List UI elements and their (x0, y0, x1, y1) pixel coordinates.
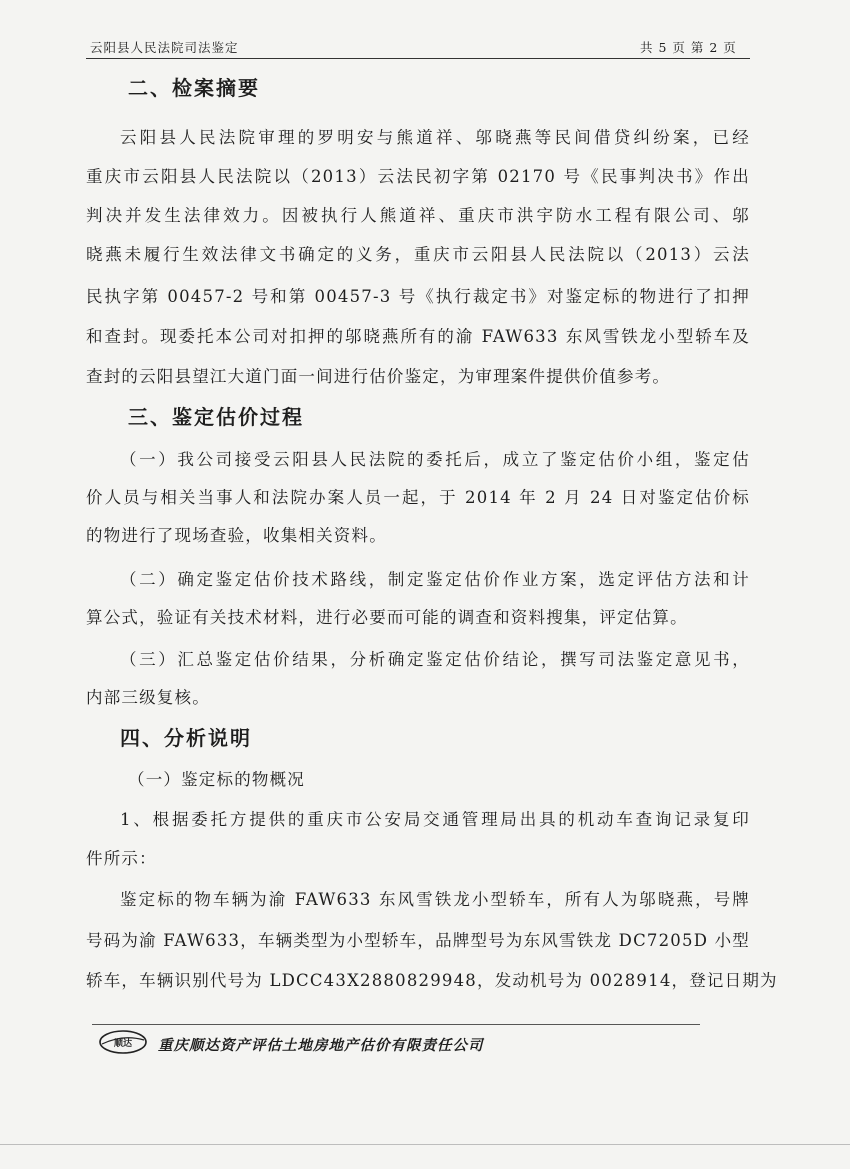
header-left: 云阳县人民法院司法鉴定 (90, 40, 239, 55)
footer-company-name: 重庆顺达资产评估土地房地产估价有限责任公司 (158, 1037, 484, 1054)
header-rule (86, 58, 750, 59)
paragraph-line: 云阳县人民法院审理的罗明安与熊道祥、邬晓燕等民间借贷纠纷案，已经 (120, 128, 750, 147)
paragraph-line: （三）汇总鉴定估价结果，分析确定鉴定估价结论，撰写司法鉴定意见书， (120, 650, 750, 669)
paragraph-line: 判决并发生法律效力。因被执行人熊道祥、重庆市洪宇防水工程有限公司、邬 (86, 206, 750, 225)
paragraph-line: 号码为渝 FAW633，车辆类型为小型轿车，品牌型号为东风雪铁龙 DC7205D 小型 (86, 931, 750, 950)
paragraph-line: 算公式，验证有关技术材料，进行必要而可能的调查和资料搜集，评定估算。 (86, 608, 688, 627)
subsection-title: （一）鉴定标的物概况 (128, 770, 305, 789)
paragraph-line: （一）我公司接受云阳县人民法院的委托后，成立了鉴定估价小组，鉴定估 (120, 450, 750, 469)
footer-rule (92, 1024, 700, 1025)
paragraph-line: 的物进行了现场查验，收集相关资料。 (86, 526, 387, 545)
paragraph-line: 价人员与相关当事人和法院办案人员一起，于 2014 年 2 月 24 日对鉴定估价标 (86, 488, 750, 507)
company-logo-icon (98, 1029, 148, 1055)
paragraph-line: 晓燕未履行生效法律文书确定的义务，重庆市云阳县人民法院以（2013）云法 (86, 245, 750, 264)
section-title-process: 三、鉴定估价过程 (128, 405, 304, 429)
paragraph-line: 鉴定标的物车辆为渝 FAW633 东风雪铁龙小型轿车，所有人为邬晓燕，号牌 (120, 890, 750, 909)
section-title-case-summary: 二、检案摘要 (128, 76, 260, 100)
logo-text: 顺达 (113, 1039, 133, 1049)
header-page-number: 共 5 页 第 2 页 (640, 40, 737, 55)
paragraph-line: 1、根据委托方提供的重庆市公安局交通管理局出具的机动车查询记录复印 (120, 810, 750, 829)
paragraph-line: （二）确定鉴定估价技术路线，制定鉴定估价作业方案，选定评估方法和计 (120, 570, 750, 589)
paragraph-line: 轿车，车辆识别代号为 LDCC43X2880829948，发动机号为 0028914，登记日期为 (86, 971, 778, 990)
scan-edge-line (0, 1144, 850, 1145)
paragraph-line: 民执字第 00457-2 号和第 00457-3 号《执行裁定书》对鉴定标的物进行了扣押 (86, 287, 750, 306)
paragraph-line: 内部三级复核。 (86, 688, 210, 707)
paragraph-line: 件所示： (86, 849, 157, 868)
paragraph-line: 重庆市云阳县人民法院以（2013）云法民初字第 02170 号《民事判决书》作出 (86, 167, 750, 186)
section-title-analysis: 四、分析说明 (120, 726, 252, 750)
paragraph-line: 查封的云阳县望江大道门面一间进行估价鉴定，为审理案件提供价值参考。 (86, 367, 671, 386)
paragraph-line: 和查封。现委托本公司对扣押的邬晓燕所有的渝 FAW633 东风雪铁龙小型轿车及 (86, 327, 750, 346)
